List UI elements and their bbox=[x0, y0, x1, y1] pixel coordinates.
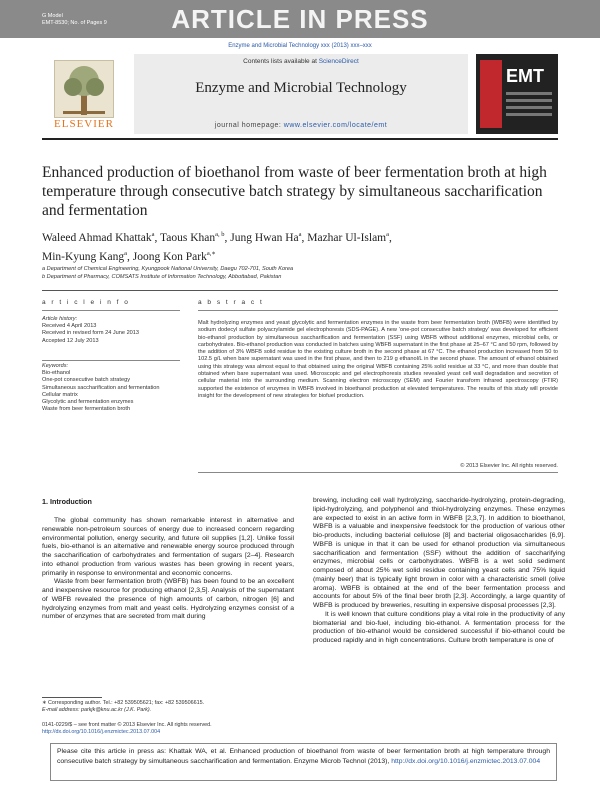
affiliation: a Department of Chemical Engineering, Kyungpook National University, Daegu 702-701, South Korea bbox=[42, 266, 294, 272]
author-name[interactable]: Jung Hwan Ha bbox=[230, 231, 299, 244]
keywords-label: Keywords: bbox=[42, 363, 69, 369]
contents-list-line bbox=[134, 58, 468, 65]
publisher-logo[interactable] bbox=[42, 54, 126, 134]
author-name[interactable]: Joong Kon Park bbox=[132, 250, 207, 263]
cover-text-lines bbox=[506, 92, 552, 120]
section-heading-introduction: 1. Introduction bbox=[42, 497, 92, 506]
journal-masthead bbox=[42, 54, 558, 134]
title-divider bbox=[42, 290, 558, 291]
article-title: Enhanced production of bioethanol from waste of beer fermentation broth at high temperature through consecutive batch strategy by simultaneous saccharification and fermentation bbox=[42, 164, 547, 219]
article-info-heading: a r t i c l e i n f o bbox=[42, 299, 130, 306]
issn-line: 0141-0229/$ – see front matter © 2013 Elsevier Inc. All rights reserved. bbox=[42, 722, 212, 728]
keyword: Bio-ethanol bbox=[42, 370, 71, 377]
author-list: Waleed Ahmad Khattak$^a$, Taous Khan$^{a, b}$, Jung Hwan Ha$^a$, Mazhar Ul-Islam$^a$, Min-Kyung Kang$^a$, Joong Kon Park$^{a,∗}$ bbox=[42, 231, 392, 263]
history-item: Received 4 April 2013 bbox=[42, 323, 97, 330]
keyword: Waste from beer fermentation broth bbox=[42, 406, 131, 413]
keywords-divider bbox=[42, 360, 180, 361]
paragraph: Waste from beer fermentation broth (WBFB) has been found to be an excellent and inexpensive resource for producing ethanol [2,3,5]. Analysis of the supernatant of WBFB revealed the presence of high amounts of carbon, nitrogen [6] and hydrolyzing enzymes from malt and yeast cells. Hydrolyzing enzymes consist of a number of enzymes that are secreted from malt during bbox=[42, 578, 294, 621]
model-line-2: EMT-8530; No. of Pages 9 bbox=[42, 20, 107, 26]
abstract-bottom-divider bbox=[198, 472, 558, 473]
abstract-heading: a b s t r a c t bbox=[198, 299, 264, 306]
author-affil-mark: a, b bbox=[215, 231, 225, 238]
body-column-left bbox=[42, 517, 294, 622]
citation-text-block bbox=[57, 747, 550, 767]
citation-box bbox=[50, 743, 557, 781]
journal-homepage-line bbox=[134, 122, 468, 129]
history-item: Accepted 12 July 2013 bbox=[42, 337, 99, 344]
history-item: Received in revised form 24 June 2013 bbox=[42, 330, 140, 337]
journal-citation-line[interactable]: Enzyme and Microbial Technology xxx (2013) xxx–xxx bbox=[228, 43, 372, 49]
contents-prefix: Contents lists available at bbox=[243, 58, 317, 65]
footnote-divider bbox=[42, 697, 102, 698]
sciencedirect-link[interactable]: ScienceDirect bbox=[318, 58, 359, 65]
keyword: Simultaneous saccharification and fermentation bbox=[42, 384, 160, 391]
affiliations bbox=[42, 265, 562, 281]
keyword: One-pot consecutive batch strategy bbox=[42, 377, 130, 384]
masthead-center bbox=[134, 54, 468, 134]
author-name[interactable]: Mazhar Ul-Islam bbox=[307, 231, 387, 244]
author-affil-mark: a bbox=[386, 231, 390, 238]
citation-text: Please cite this article in press as: Khattak WA, et al. Enhanced production of bioethanol from waste of beer fermentation broth at high temperature through consecutive batch strategy by simultaneous saccharification and fermentation. Enzyme Microb Technol (2013), bbox=[57, 748, 550, 765]
model-line-1: G Model bbox=[42, 13, 63, 19]
author-affil-mark: a bbox=[298, 231, 302, 238]
paragraph: brewing, including cell wall hydrolyzing, saccharide-hydrolyzing, protein-degrading, lipid-hydrolyzing, and polyphenol and thiol-hydrolyzing enzymes. These enzymes are expected to exist in an active form in WBFB [2,3,7]. In addition to bioethanol, WBFB is a valuable and inexpensive feedstock for the production of various other bio-products, including bacterial cellulose [8] and bacterial oligosaccharides [6,9]. WBFB is unique in that it can be used for ethanol production via simultaneous saccharification and fermentation (SSF) without the addition of saccharifying enzymes, microbial cells or carbohydrates. WBFB is a wet solid sediment composed of about 25% wet solid residue containing yeast cells and 75% liquid (mainly beer) that is typically light brown in color with a characteristic smell (olive aroma). WBFB is obtained at the end of the beer fermentation process and accounts for about 5% of the final beer broth [2,3]. Accordingly, a large quantity of WBFB is produced by breweries, resulting in expensive disposal processes [2,3]. bbox=[313, 497, 565, 609]
author-name[interactable]: Waleed Ahmad Khattak bbox=[42, 231, 152, 244]
homepage-prefix: journal homepage: bbox=[214, 122, 282, 129]
journal-name: Enzyme and Microbial Technology bbox=[195, 80, 407, 96]
abstract-divider bbox=[198, 310, 558, 311]
paragraph: It is well known that culture conditions play a vital role in the productivity of any biomaterial and bio-fuel, including bio-ethanol. A fermentation process for the production of bio-ethanol would be considered successful if bio-ethanol could be produced rapidly and in high concentrations. Culture broth temperature is one of bbox=[313, 610, 565, 644]
issn-block bbox=[42, 722, 294, 736]
author-affil-mark: a,∗ bbox=[206, 249, 216, 257]
copyright-notice: © 2013 Elsevier Inc. All rights reserved. bbox=[460, 463, 558, 469]
elsevier-tree-icon bbox=[54, 60, 114, 118]
body-column-right bbox=[313, 497, 565, 646]
citation-doi-link[interactable]: http://dx.doi.org/10.1016/j.enzmictec.2013.07.004 bbox=[391, 757, 541, 765]
footnotes bbox=[42, 700, 294, 714]
history-label: Article history: bbox=[42, 316, 78, 322]
author-name[interactable]: Min-Kyung Kang bbox=[42, 250, 125, 263]
paragraph: The global community has shown remarkable interest in alternative and renewable non-petroleum sources of energy due to increased concern regarding environmental pollution, energy security, and future oil supplies [1,2]. Unlike fossil fuels, bio-ethanol is an alternative and renewable energy source produced through the saccharification of carbohydrates and fermentation of sugars [2–4]. Research into ethanol production from various wastes has been growing in recent years, primarily in response to environmental and economic concerns. bbox=[42, 517, 294, 577]
author-affil-mark: a bbox=[151, 231, 155, 238]
corresponding-author-note: ∗ Corresponding author. Tel.: +82 539505621; fax: +82 539506615. bbox=[42, 700, 205, 706]
homepage-link[interactable]: www.elsevier.com/locate/emt bbox=[283, 122, 388, 129]
article-in-press-title: ARTICLE IN PRESS bbox=[171, 4, 429, 34]
affiliation: b Department of Pharmacy, COMSATS Institute of Information Technology, Abbottabad, Pakistan bbox=[42, 274, 282, 280]
cover-accent bbox=[480, 60, 502, 128]
doi-link[interactable]: http://dx.doi.org/10.1016/j.enzmictec.2013.07.004 bbox=[42, 729, 161, 735]
elsevier-wordmark: ELSEVIER bbox=[54, 118, 114, 130]
email-note[interactable]: E-mail address: parkjk@knu.ac.kr (J.K. Park). bbox=[42, 707, 152, 713]
keyword: Glycolytic and fermentation enzymes bbox=[42, 399, 134, 406]
abstract-text: Malt hydrolyzing enzymes and yeast glycolytic and fermentation enzymes in the waste from beer fermentation broth (WBFB) were identified by sodium dodecyl sulfate polyacrylamide gel electrophoresis (SDS-PAGE). A new ‘one-pot consecutive batch strategy’ was developed for efficient bio-ethanol production by simultaneous saccharification and fermentation (SSF) using WBFB without additional enzymes, microbial cells, or carbohydrates. Bio-ethanol production was conducted in batches using WBFB supernatant in the first phase at 25–67 °C and 50 rpm, followed by the addition of 3% WBFB solid residue to the existing culture broth in the second phase at 67 °C. The ethanol production increased from 50 to 102.5 g/L when bare supernatant was used in the first phase, and then to 219 g ethanol/L in the second phase. The amount of ethanol obtained using this strategy was almost equal to that obtained using the original WBFB containing 25% solid residue at 33 °C, and more than double that obtained when bare supernatant was used. Microscopic and gel electrophoresis studies revealed yeast cell wall degradation and secretion of cellular material into the surrounding medium. Scanning electron microscopy (SEM) and Fourier transform infrared spectroscopy (FTIR) supported the existence of enzymes in WBFB involved in bioethanol production at elevated temperatures. The results of this study will provide insight for the development of new strategies for biofuel production. bbox=[198, 320, 558, 399]
article-history bbox=[42, 316, 182, 345]
author-name[interactable]: Taous Khan bbox=[160, 231, 216, 244]
article-info-divider bbox=[42, 310, 180, 311]
masthead-divider bbox=[42, 138, 558, 140]
cover-label: EMT bbox=[506, 66, 544, 86]
author-affil-mark: a bbox=[124, 249, 127, 257]
journal-cover-thumbnail[interactable] bbox=[476, 54, 558, 134]
keywords bbox=[42, 363, 182, 413]
keyword: Cellular matrix bbox=[42, 391, 78, 398]
